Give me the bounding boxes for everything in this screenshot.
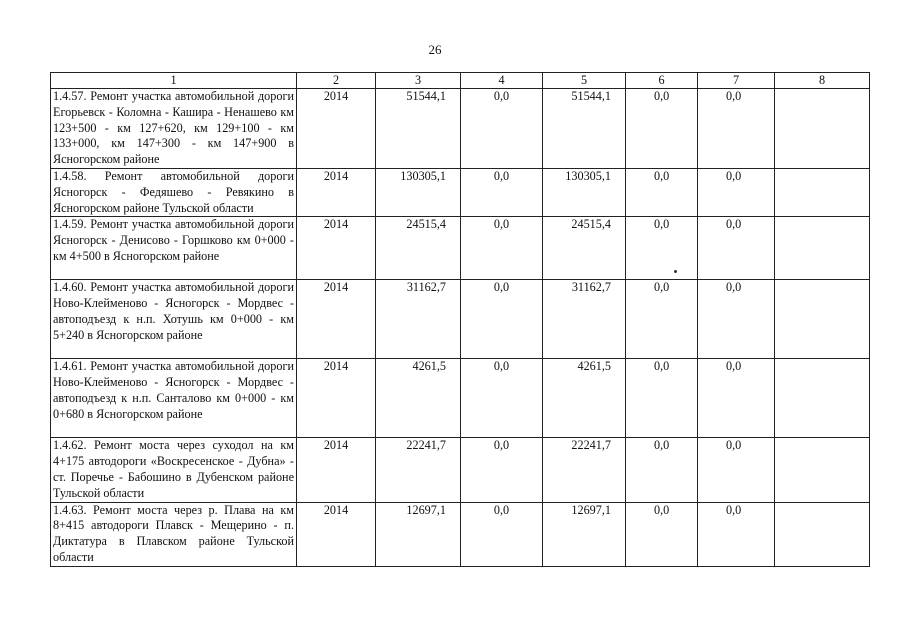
row-col4: 0,0 [461, 502, 543, 566]
row-year: 2014 [297, 359, 376, 438]
row-col3: 22241,7 [376, 438, 461, 502]
row-year: 2014 [297, 217, 376, 280]
data-table [50, 72, 870, 567]
row-name: 1.4.57. Ремонт участка автомобильной дороги Егорьевск - Коломна - Кашира - Ненашево км 123+500 - км 127+620, км 129+100 - км 133+000, км 147+300 - км 147+900 в Ясногорском районе [51, 89, 297, 169]
row-year: 2014 [297, 89, 376, 169]
row-col6: 0,0 [626, 438, 698, 502]
row-col4: 0,0 [461, 217, 543, 280]
col-header-4: 4 [461, 73, 543, 89]
row-col5: 24515,4 [543, 217, 626, 280]
row-col8 [775, 359, 870, 438]
row-col5: 4261,5 [543, 359, 626, 438]
row-col7: 0,0 [698, 89, 775, 169]
row-year: 2014 [297, 502, 376, 566]
row-col7: 0,0 [698, 168, 775, 216]
page-number: 26 [428, 42, 442, 57]
row-year: 2014 [297, 280, 376, 359]
row-col5: 130305,1 [543, 168, 626, 216]
row-col6: 0,0 [626, 217, 698, 280]
row-col7: 0,0 [698, 280, 775, 359]
row-name: 1.4.61. Ремонт участка автомобильной дороги Ново-Клейменово - Ясногорск - Мордвес - автоподъезд к н.п. Санталово км 0+000 - км 0+680 в Ясногорском районе [51, 359, 297, 438]
row-col5: 31162,7 [543, 280, 626, 359]
row-col4: 0,0 [461, 168, 543, 216]
row-col4: 0,0 [461, 280, 543, 359]
col-header-3: 3 [376, 73, 461, 89]
row-col4: 0,0 [461, 359, 543, 438]
row-col6: 0,0 [626, 168, 698, 216]
row-name: 1.4.62. Ремонт моста через суходол на км 4+175 автодороги «Воскресенское - Дубна» - ст. Поречье - Бабошино в Дубенском районе Тульской области [51, 438, 297, 502]
row-name: 1.4.59. Ремонт участка автомобильной дороги Ясногорск - Денисово - Горшково км 0+000 - км 4+500 в Ясногорском районе [51, 217, 297, 280]
row-col4: 0,0 [461, 89, 543, 169]
row-col8 [775, 217, 870, 280]
row-col4: 0,0 [461, 438, 543, 502]
row-col6: 0,0 [626, 89, 698, 169]
scan-speck [674, 270, 677, 273]
table-row [51, 502, 870, 566]
row-col7: 0,0 [698, 359, 775, 438]
row-col8 [775, 438, 870, 502]
table-row [51, 89, 870, 169]
row-name: 1.4.58. Ремонт автомобильной дороги Ясногорск - Федяшево - Ревякино в Ясногорском районе Тульской области [51, 168, 297, 216]
row-col3: 130305,1 [376, 168, 461, 216]
row-col3: 12697,1 [376, 502, 461, 566]
row-col6: 0,0 [626, 502, 698, 566]
row-col8 [775, 89, 870, 169]
row-col5: 22241,7 [543, 438, 626, 502]
col-header-8: 8 [775, 73, 870, 89]
row-col8 [775, 168, 870, 216]
row-col5: 51544,1 [543, 89, 626, 169]
row-col8 [775, 502, 870, 566]
row-col6: 0,0 [626, 280, 698, 359]
row-year: 2014 [297, 168, 376, 216]
row-col3: 24515,4 [376, 217, 461, 280]
row-name: 1.4.63. Ремонт моста через р. Плава на км 8+415 автодороги Плавск - Мещерино - п. Диктатура в Плавском районе Тульской области [51, 502, 297, 566]
table-row [51, 280, 870, 359]
table-row [51, 217, 870, 280]
row-col7: 0,0 [698, 502, 775, 566]
col-header-2: 2 [297, 73, 376, 89]
row-col6: 0,0 [626, 359, 698, 438]
row-year: 2014 [297, 438, 376, 502]
col-header-5: 5 [543, 73, 626, 89]
table-row [51, 168, 870, 216]
row-col3: 4261,5 [376, 359, 461, 438]
col-header-6: 6 [626, 73, 698, 89]
col-header-1: 1 [51, 73, 297, 89]
row-name: 1.4.60. Ремонт участка автомобильной дороги Ново-Клейменово - Ясногорск - Мордвес - автоподъезд к н.п. Хотушь км 0+000 - км 5+240 в Ясногорском районе [51, 280, 297, 359]
col-header-7: 7 [698, 73, 775, 89]
header-row [51, 73, 870, 89]
table-row [51, 438, 870, 502]
row-col7: 0,0 [698, 438, 775, 502]
row-col3: 51544,1 [376, 89, 461, 169]
row-col3: 31162,7 [376, 280, 461, 359]
table-row [51, 359, 870, 438]
row-col7: 0,0 [698, 217, 775, 280]
row-col8 [775, 280, 870, 359]
row-col5: 12697,1 [543, 502, 626, 566]
